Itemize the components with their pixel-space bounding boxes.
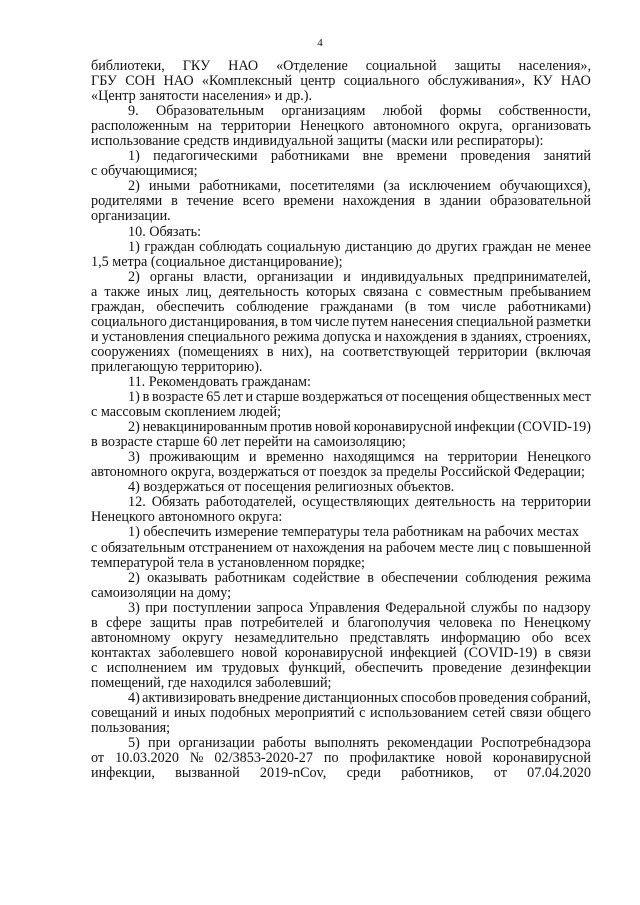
text-line [91, 240, 591, 255]
word: от [91, 750, 105, 767]
word: допуска [322, 328, 371, 345]
word: специального [187, 328, 271, 345]
word: работодателей, [205, 494, 297, 511]
word: которых [306, 283, 356, 300]
text-line: 11. Рекомендовать гражданам: [128, 373, 311, 390]
word: путем [351, 313, 388, 330]
word: месте [439, 539, 474, 556]
word: работы [262, 735, 307, 752]
word: 9. [128, 103, 139, 120]
word: 10.03.2020 [115, 750, 179, 767]
text-line: 10. Обязать: [128, 223, 202, 240]
word: установления [101, 328, 185, 345]
text-line [91, 571, 591, 586]
word: связи [558, 644, 591, 661]
word: вызванной [175, 765, 240, 782]
word: сооружениях [91, 343, 171, 360]
word: населения», [518, 58, 591, 74]
word: обеспечить [156, 298, 225, 315]
word: Образовательным [155, 103, 265, 120]
word: с [503, 539, 510, 556]
word: 1) [128, 148, 140, 165]
word: на [501, 494, 516, 511]
word: возрасте [152, 389, 204, 406]
word: организации [178, 735, 255, 752]
text-line: помещений, где находился заболевший; [91, 674, 332, 691]
word: и [245, 389, 254, 406]
text-line: организации. [91, 208, 171, 225]
word: расположенным [91, 118, 189, 135]
word: прав [204, 614, 233, 631]
word: исполнением [106, 659, 187, 676]
word: социальной [365, 58, 437, 74]
word: лет [223, 389, 243, 406]
word: времени [396, 148, 448, 165]
text-line [91, 646, 591, 661]
word: дистанцирования, [169, 313, 279, 330]
word: дистанцию [345, 238, 413, 255]
word: человека [438, 614, 493, 631]
word: 1) [128, 389, 140, 406]
word: территории [221, 118, 291, 135]
word: и [161, 705, 170, 722]
word: работникам [214, 569, 286, 586]
word: всех [564, 629, 591, 646]
word: предпринимателей, [473, 268, 591, 285]
word: проведение [432, 659, 502, 676]
word: округу [182, 629, 224, 646]
text-line [91, 661, 591, 676]
word: рабочем [385, 539, 436, 556]
word: также [104, 283, 140, 300]
word: сфере [106, 614, 142, 631]
word: в [460, 328, 468, 345]
text-line [91, 74, 591, 89]
word: информацию [440, 629, 521, 646]
word: разметки [536, 313, 591, 330]
text-line [91, 691, 591, 706]
word: поступлении [172, 599, 252, 616]
text-line [91, 270, 591, 285]
text-line: «Центр занятости населения» и др.). [91, 88, 313, 105]
word: с [359, 705, 366, 722]
word: организовать [511, 118, 591, 135]
text-line: автономного округа, воздержаться от поездок за пределы Российской Федерации; [91, 464, 585, 481]
word: среди [346, 765, 381, 782]
word: и [374, 328, 382, 345]
word: 5) [128, 735, 140, 752]
text-line [91, 285, 591, 300]
word: НАО [163, 73, 194, 90]
word: социального [343, 73, 420, 90]
text-line [91, 330, 591, 345]
text-line [91, 450, 591, 465]
word: обучающихся), [499, 178, 591, 195]
word: том [428, 298, 450, 315]
word: деятельность [218, 283, 299, 300]
text-line [91, 766, 591, 781]
word: Ненецкого [527, 449, 591, 466]
word: нахождения [385, 328, 458, 345]
word: нанесения [390, 313, 454, 330]
word: в [544, 644, 552, 661]
word: мест [562, 389, 591, 406]
word: территории [447, 449, 518, 466]
word: общего [546, 705, 591, 722]
word: трудовых [222, 659, 280, 676]
text-line: с обучающимися; [91, 163, 198, 180]
word: сетей [472, 705, 506, 722]
word: подобных [210, 705, 271, 722]
document-body [91, 59, 591, 781]
word: деятельность [415, 494, 496, 511]
page-number: 4 [317, 37, 323, 49]
word: инфекции, [91, 765, 155, 782]
word: иных [174, 705, 206, 722]
word: потребителей [240, 614, 324, 631]
word: родителями [91, 193, 163, 210]
word: Ненецкому [523, 614, 591, 631]
word: (в [404, 298, 417, 315]
word: функций, [288, 659, 346, 676]
word: педагогическими [153, 148, 258, 165]
word: течение [186, 193, 234, 210]
word: совместным [428, 283, 503, 300]
word: обязательным [100, 539, 186, 556]
word: против [269, 419, 313, 436]
word: (включая [535, 343, 591, 360]
word: СОН [125, 73, 156, 90]
word: нахождения [292, 539, 365, 556]
word: обо [531, 629, 554, 646]
word: органы [149, 268, 194, 285]
word: исключением [408, 178, 491, 195]
word: социального [91, 313, 167, 330]
word: новой [314, 419, 351, 436]
word: и [248, 449, 257, 466]
word: граждан [144, 238, 195, 255]
word: активизировать [142, 689, 236, 706]
text-line [91, 390, 591, 405]
word: коронавирусной [492, 750, 591, 767]
word: числе [461, 298, 497, 315]
word: 4) [128, 689, 140, 706]
word: вне [362, 148, 384, 165]
word: заболевшего [158, 644, 235, 661]
word: новой [445, 750, 482, 767]
word: по [522, 599, 538, 616]
word: менее [555, 238, 591, 255]
word: коронавирусной [353, 419, 452, 436]
word: автономному [91, 629, 171, 646]
word: новой [241, 644, 278, 661]
word: работников, [401, 765, 474, 782]
word: проведения [458, 689, 529, 706]
word: всего [242, 193, 275, 210]
word: и [91, 328, 99, 345]
word: с [91, 539, 98, 556]
word: центр [300, 73, 336, 90]
word: инфекции [454, 419, 515, 436]
word: инфекцией [390, 644, 457, 661]
word: отстранением [188, 539, 273, 556]
word: с [91, 659, 98, 676]
word: ГБУ [91, 73, 117, 90]
word: и [343, 268, 351, 285]
word: в [266, 343, 274, 360]
word: 3) [128, 449, 140, 466]
word: Роспотребнадзора [480, 735, 591, 752]
word: в [423, 193, 431, 210]
word: 2) [128, 268, 140, 285]
word: власти, [203, 268, 247, 285]
word: любой [382, 103, 423, 120]
word: зданиях, [470, 328, 522, 345]
word: от [275, 539, 290, 556]
text-line: прилегающую территорию). [91, 358, 263, 375]
word: специальной [455, 313, 534, 330]
word: образовательной [489, 193, 591, 210]
text-line: 4) воздержаться от посещения религиозных объектов. [128, 479, 455, 496]
word: соблюдение [236, 298, 309, 315]
word: представлять [349, 629, 430, 646]
text-line [91, 706, 591, 721]
word: 65 [206, 389, 221, 406]
word: осуществляющих [302, 494, 410, 511]
word: связана [363, 283, 409, 300]
text-line: температурой тела в установленном порядке; [91, 554, 365, 571]
word: использованием [370, 705, 468, 722]
word: коронавирусной [284, 644, 383, 661]
word: надзору [542, 599, 591, 616]
word: занятий [543, 148, 591, 165]
word: и [331, 614, 340, 631]
word: им [196, 659, 213, 676]
word: внедрение [238, 689, 301, 706]
word: числе [314, 313, 350, 330]
word: том [290, 313, 313, 330]
word: территории [457, 343, 528, 360]
word: 02/3853-2020-27 [214, 750, 313, 767]
word: по [500, 614, 516, 631]
word: 2019-nCov, [259, 765, 327, 782]
word: временно [266, 449, 324, 466]
word: в [91, 614, 98, 631]
word: работниками) [507, 298, 591, 315]
text-line [91, 736, 591, 751]
text-line: в возрасте старше 60 лет перейти на самоизоляцию; [91, 434, 406, 451]
word: Управления [308, 599, 380, 616]
text-line [91, 104, 591, 119]
word: повышенной [512, 539, 591, 556]
word: социальную [266, 238, 341, 255]
word: по [323, 750, 339, 767]
text-line [91, 601, 591, 616]
word: с [415, 283, 422, 300]
word: организации [257, 268, 334, 285]
word: времени [283, 193, 334, 210]
word: старше [255, 389, 300, 406]
word: граждан, [91, 298, 145, 315]
word: защиты [149, 614, 197, 631]
word: содействие [292, 569, 360, 586]
text-line: Ненецкого автономного округа: [91, 509, 283, 526]
word: рекомендации [387, 735, 473, 752]
word: 2) [128, 178, 140, 195]
word: (COVID-19) [463, 644, 538, 661]
text-line: использование средств индивидуальной защиты (маски или респираторы): [91, 133, 544, 150]
word: библиотеки, [91, 58, 165, 74]
text-line: 1) обеспечить измерение температуры тела работникам на рабочих местах [128, 524, 579, 541]
word: строениях, [525, 328, 591, 345]
word: на [424, 449, 439, 466]
word: гражданами [320, 298, 394, 315]
text-line [91, 59, 591, 74]
word: иных [147, 283, 179, 300]
word: профилактике [349, 750, 435, 767]
word: ГКУ [182, 58, 211, 74]
word: обслуживания», [427, 73, 525, 90]
text-line [91, 420, 591, 435]
word: автономного [373, 118, 450, 135]
text-line [91, 541, 591, 556]
word: 2) [128, 569, 140, 586]
word: режима [544, 569, 591, 586]
word: собраний, [530, 689, 591, 706]
word: оказывать [147, 569, 208, 586]
word: территории [521, 494, 591, 511]
word: при [148, 735, 171, 752]
text-line: 1,5 метра (социальное дистанцирование); [91, 253, 343, 270]
word: совещаний [91, 705, 158, 722]
word: в [367, 569, 374, 586]
word: КУ [533, 73, 553, 90]
word: на [320, 343, 335, 360]
word: № [189, 750, 204, 767]
word: посетителями [290, 178, 375, 195]
word: в [280, 313, 288, 330]
word: режима [273, 328, 320, 345]
word: работниками, [199, 178, 282, 195]
word: нахождения [342, 193, 415, 210]
text-line [91, 315, 591, 330]
word: 12. [128, 494, 146, 511]
word: обеспечении [381, 569, 458, 586]
word: контактах [91, 644, 151, 661]
word: Федеральной [385, 599, 466, 616]
word: индивидуальных [360, 268, 464, 285]
text-line [91, 119, 591, 134]
word: них), [281, 343, 313, 360]
word: посещения [401, 389, 469, 406]
word: (помещениях [178, 343, 259, 360]
word: (COVID-19) [517, 419, 591, 436]
text-line: самоизоляции на дому; [91, 584, 232, 601]
word: находящимся [333, 449, 415, 466]
word: проживающим [149, 449, 240, 466]
word: лиц [477, 539, 500, 556]
word: дезинфекции [511, 659, 591, 676]
text-line [91, 345, 591, 360]
text-line [91, 149, 591, 164]
word: других [435, 238, 478, 255]
word: защиты [454, 58, 501, 74]
word: работниками [270, 148, 350, 165]
text-line [91, 631, 591, 646]
word: способов [400, 689, 457, 706]
text-line: с массовым скоплением людей; [91, 404, 282, 421]
word: соблюдения [465, 569, 538, 586]
text-line [91, 179, 591, 194]
text-line [91, 300, 591, 315]
text-line [91, 495, 591, 510]
word: лиц, [185, 283, 212, 300]
word: дистанционных [302, 689, 399, 706]
text-line [91, 616, 591, 631]
word: обеспечить [354, 659, 423, 676]
word: мероприятий [274, 705, 355, 722]
word: здании [439, 193, 482, 210]
word: 07.04.2020 [527, 765, 591, 782]
word: Обязать [151, 494, 200, 511]
word: незамедлительно [234, 629, 339, 646]
word: невакцинированным [142, 419, 268, 436]
word: соблюдать [199, 238, 263, 255]
word: формы [439, 103, 482, 120]
word: в [142, 389, 150, 406]
word: округа, [458, 118, 503, 135]
word: (за [383, 178, 400, 195]
word: запроса [256, 599, 304, 616]
word: «Отделение [276, 58, 348, 74]
word: выполнять [314, 735, 379, 752]
word: НАО [228, 58, 259, 74]
word: 2) [128, 419, 140, 436]
word: проведения [460, 148, 531, 165]
word: «Комплексный [201, 73, 293, 90]
word: 3) [128, 599, 140, 616]
word: граждан [482, 238, 533, 255]
word: от [493, 765, 507, 782]
word: благополучия [347, 614, 431, 631]
word: связи [509, 705, 543, 722]
word: не [536, 238, 551, 255]
word: общественных [470, 389, 561, 406]
word: от [385, 389, 399, 406]
word: до [416, 238, 432, 255]
word: пребыванием [509, 283, 591, 300]
word: 1) [128, 238, 140, 255]
word: на [197, 118, 212, 135]
word: при [145, 599, 168, 616]
word: Ненецкого [300, 118, 364, 135]
word: на [368, 539, 383, 556]
word: а [91, 283, 98, 300]
text-line [91, 194, 591, 209]
word: иными [148, 178, 191, 195]
word: воздержаться [301, 389, 383, 406]
word: собственности, [498, 103, 591, 120]
word: НАО [560, 73, 591, 90]
text-line: пользования; [91, 720, 171, 737]
text-line [91, 751, 591, 766]
word: в [171, 193, 178, 210]
word: организациям [281, 103, 366, 120]
word: службы [470, 599, 518, 616]
word: соответствующей [342, 343, 450, 360]
